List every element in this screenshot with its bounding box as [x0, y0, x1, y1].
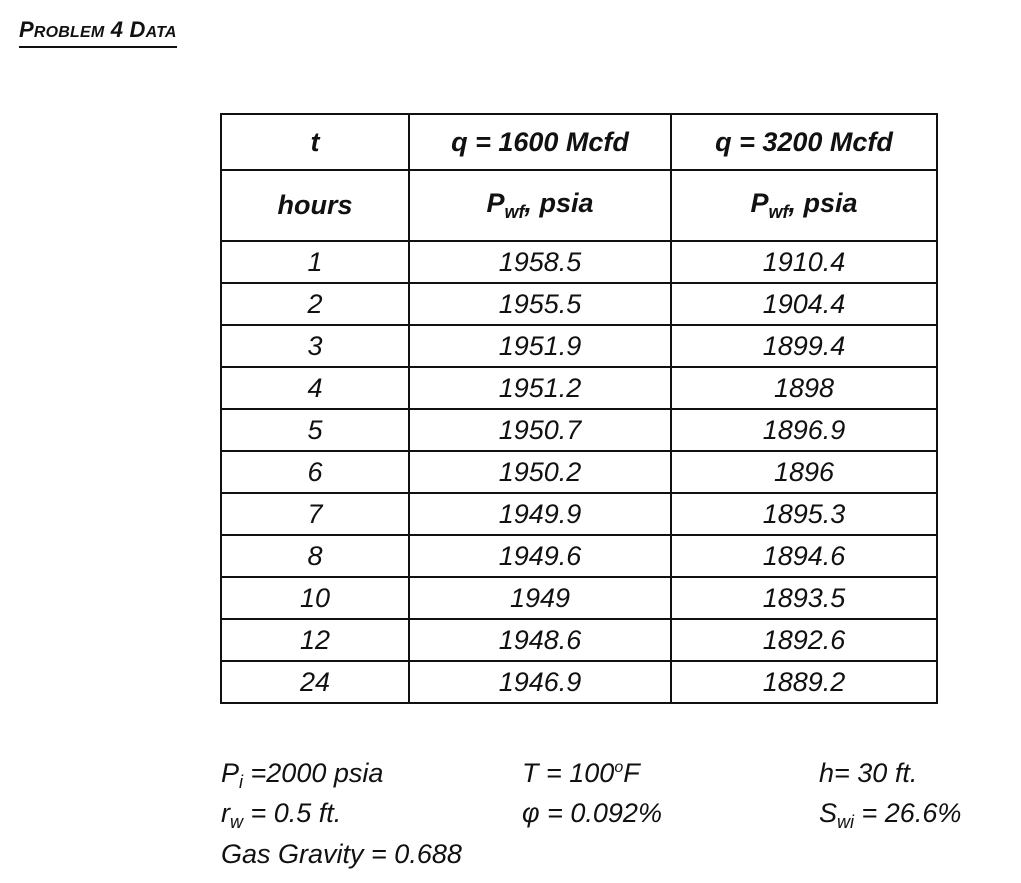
cell-hours: 5 — [221, 409, 409, 451]
table-row — [221, 535, 937, 577]
cell-pwf-1600: 1950.7 — [409, 409, 671, 451]
cell-pwf-1600: 1949 — [409, 577, 671, 619]
cell-hours: 2 — [221, 283, 409, 325]
cell-pwf-1600: 1951.2 — [409, 367, 671, 409]
cell-pwf-3200: 1904.4 — [671, 283, 937, 325]
table-row — [221, 241, 937, 283]
cell-pwf-3200: 1892.6 — [671, 619, 937, 661]
table-row — [221, 409, 937, 451]
cell-pwf-3200: 1889.2 — [671, 661, 937, 703]
table-row — [221, 451, 937, 493]
cell-pwf-3200: 1895.3 — [671, 493, 937, 535]
cell-pwf-3200: 1896 — [671, 451, 937, 493]
table-row — [221, 325, 937, 367]
header-pwf-1600: $P_{wf}$, psia — [409, 170, 671, 241]
page-title: PROBLEM 4 DATA — [19, 18, 177, 48]
header-row-top — [221, 114, 937, 170]
cell-hours: 7 — [221, 493, 409, 535]
cell-pwf-3200: 1896.9 — [671, 409, 937, 451]
cell-hours: 24 — [221, 661, 409, 703]
cell-hours: 1 — [221, 241, 409, 283]
data-table — [220, 113, 938, 704]
table-row — [221, 619, 937, 661]
cell-pwf-1600: 1958.5 — [409, 241, 671, 283]
table-row — [221, 661, 937, 703]
cell-pwf-1600: 1951.9 — [409, 325, 671, 367]
cell-pwf-1600: 1955.5 — [409, 283, 671, 325]
param-water-saturation: $S_{wi} = 26.6\%$ — [819, 798, 962, 832]
header-row-units — [221, 170, 937, 241]
cell-hours: 10 — [221, 577, 409, 619]
cell-hours: 3 — [221, 325, 409, 367]
header-rate-3200: q = 3200 Mcfd — [671, 114, 937, 170]
table-row — [221, 283, 937, 325]
table-row — [221, 367, 937, 409]
table-row — [221, 577, 937, 619]
cell-pwf-1600: 1949.6 — [409, 535, 671, 577]
cell-pwf-3200: 1898 — [671, 367, 937, 409]
param-temperature: $T = 100^oF$ — [522, 758, 640, 788]
cell-pwf-1600: 1950.2 — [409, 451, 671, 493]
header-hours: hours — [221, 170, 409, 241]
param-porosity: φ = 0.092% — [522, 798, 662, 828]
param-thickness: h= 30 ft. — [819, 758, 918, 788]
header-pwf-3200: $P_{wf}$, psia — [671, 170, 937, 241]
cell-hours: 6 — [221, 451, 409, 493]
cell-pwf-1600: 1948.6 — [409, 619, 671, 661]
cell-hours: 8 — [221, 535, 409, 577]
param-gas-gravity: Gas Gravity = 0.688 — [221, 839, 462, 869]
cell-pwf-1600: 1949.9 — [409, 493, 671, 535]
table-row — [221, 493, 937, 535]
header-rate-1600: q = 1600 Mcfd — [409, 114, 671, 170]
header-time: t — [221, 114, 409, 170]
cell-pwf-3200: 1899.4 — [671, 325, 937, 367]
cell-pwf-3200: 1910.4 — [671, 241, 937, 283]
cell-pwf-3200: 1893.5 — [671, 577, 937, 619]
cell-pwf-3200: 1894.6 — [671, 535, 937, 577]
cell-hours: 12 — [221, 619, 409, 661]
cell-hours: 4 — [221, 367, 409, 409]
param-initial-pressure: $P_i =2000$ psia — [221, 758, 384, 792]
param-wellbore-radius: $r_w = 0.5$ ft. — [221, 798, 342, 832]
cell-pwf-1600: 1946.9 — [409, 661, 671, 703]
